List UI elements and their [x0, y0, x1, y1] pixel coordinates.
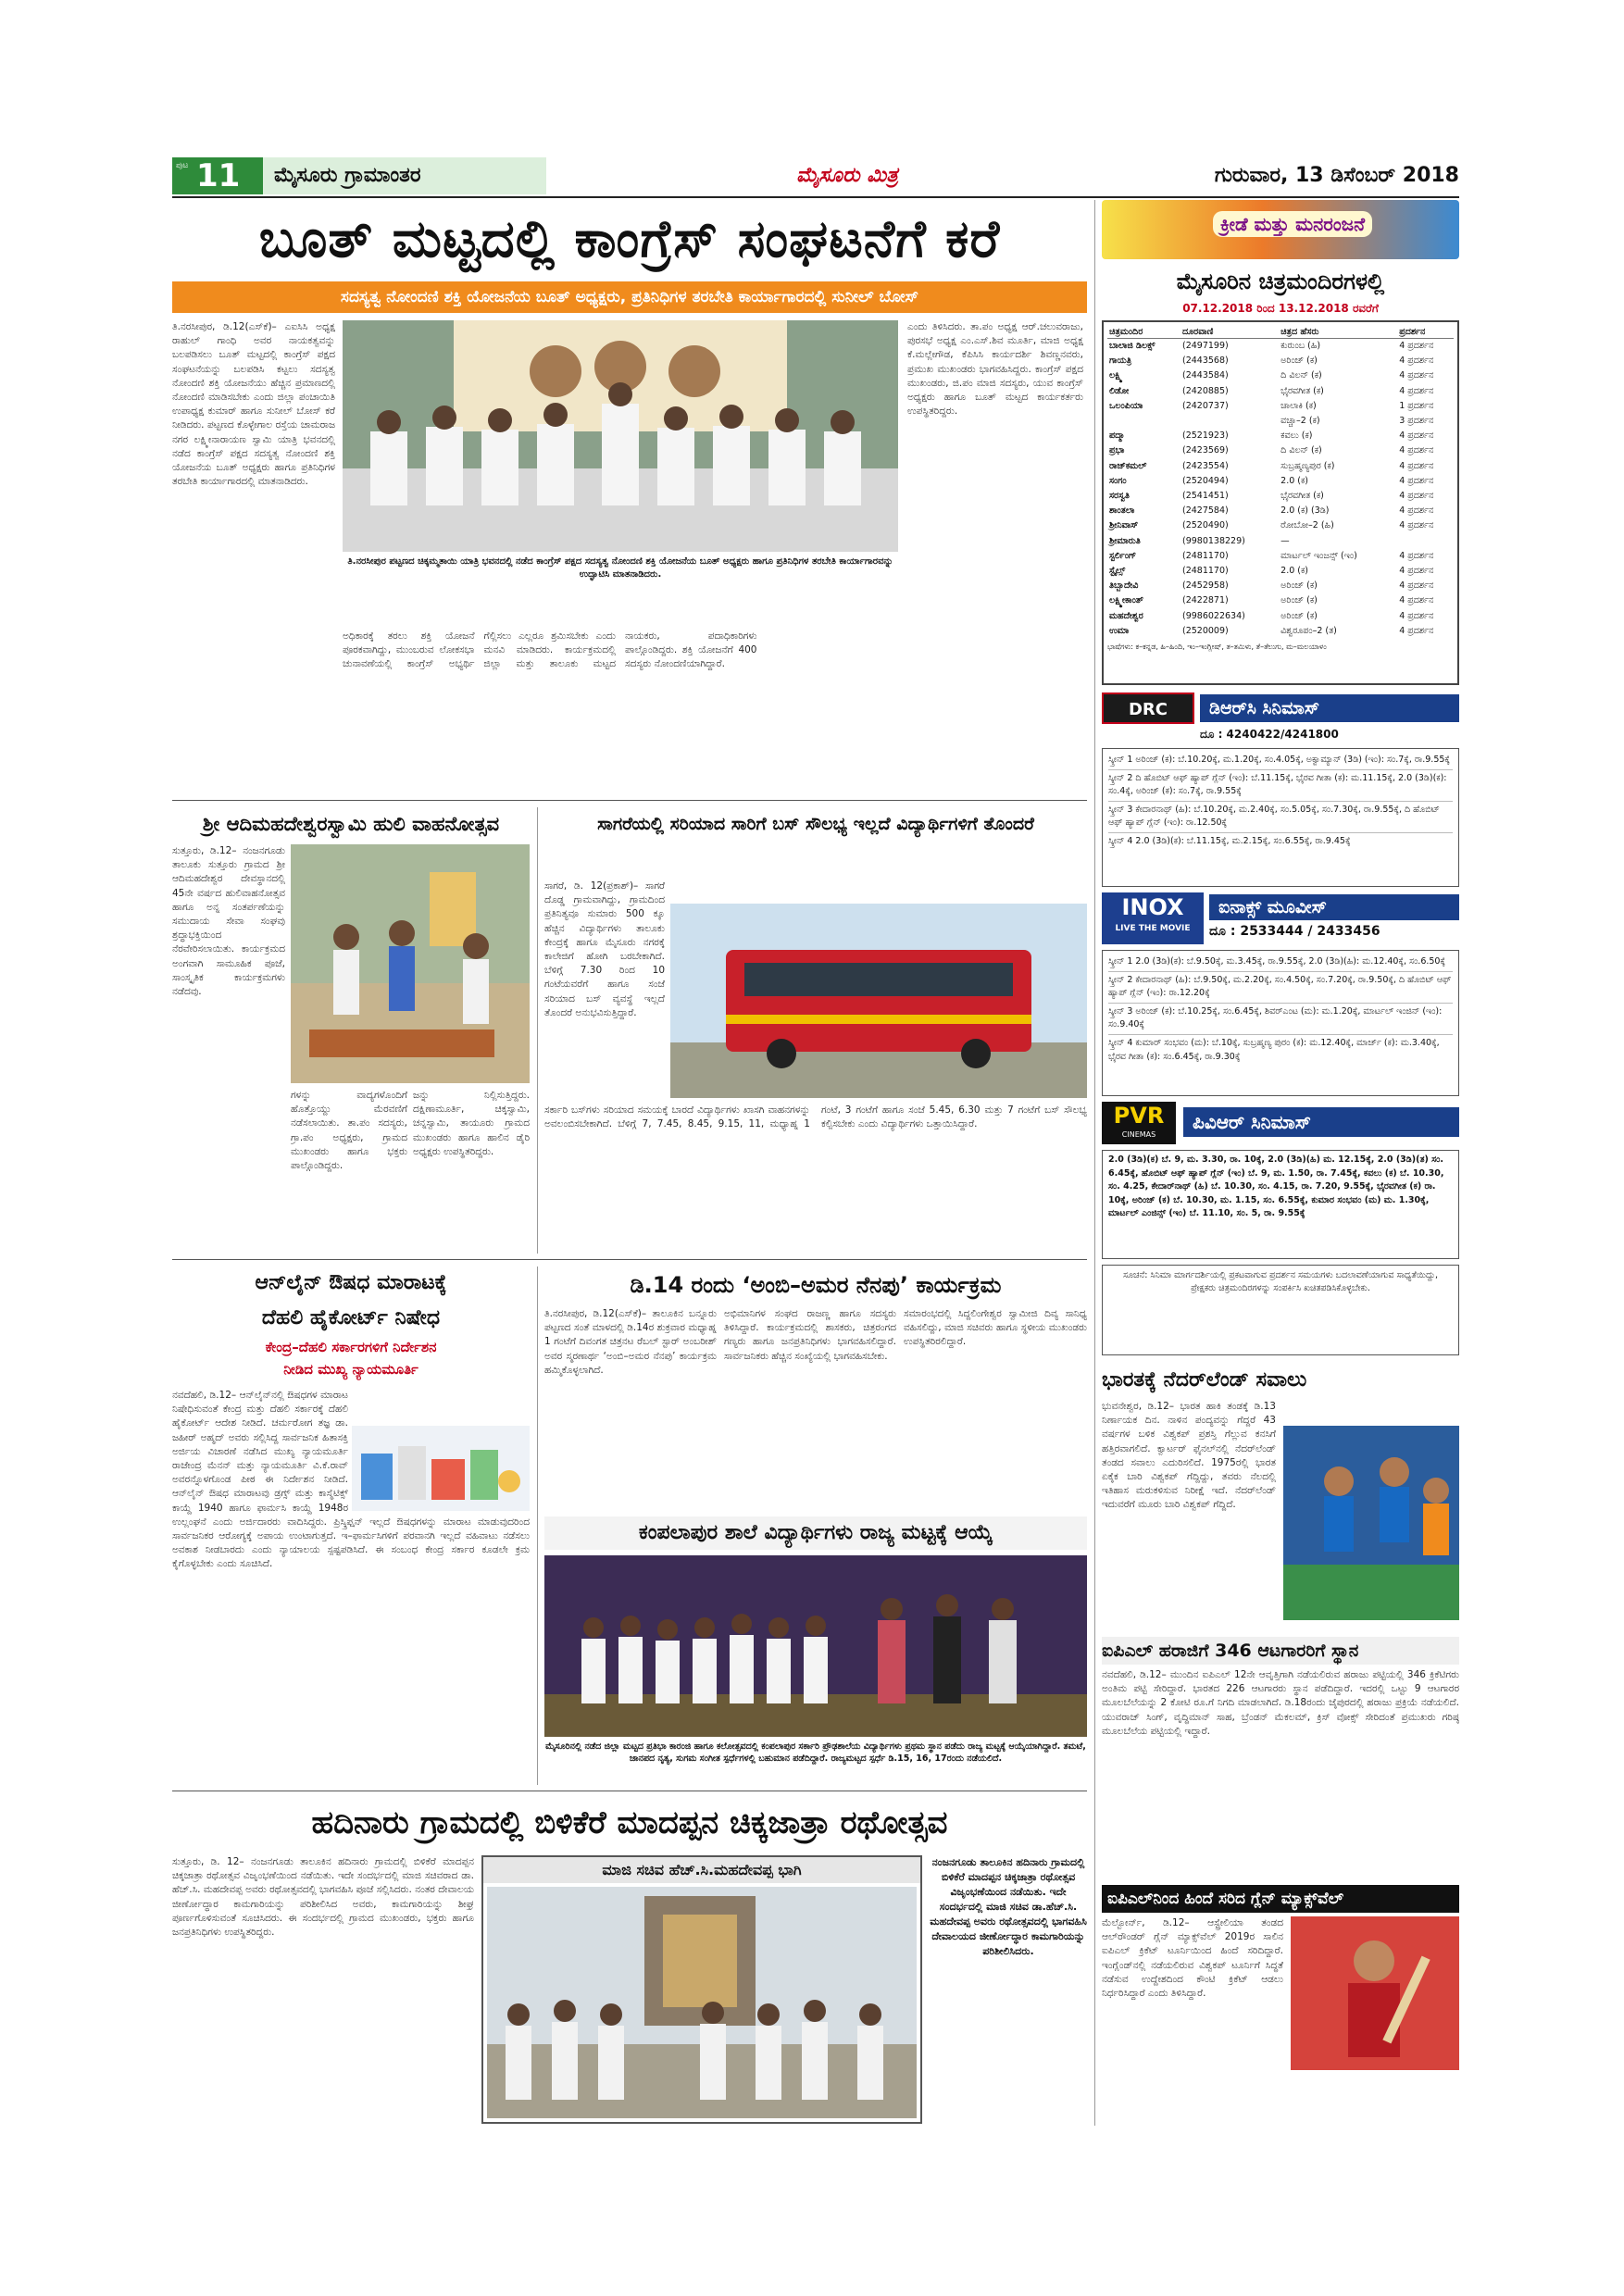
theatre-listing-title: ಮೈಸೂರಿನ ಚಿತ್ರಮಂದಿರಗಳಲ್ಲಿ — [1176, 268, 1385, 294]
kampalapura-headline: ಕಂಪಲಾಪುರ ಶಾಲೆ ವಿದ್ಯಾರ್ಥಿಗಳು ರಾಜ್ಯ ಮಟ್ಟಕ್ಕೆ ಆಯ್ಕೆ — [544, 1516, 1087, 1550]
theatre-row — [1107, 534, 1454, 549]
lead-photo — [343, 320, 898, 552]
theatre-cell: ವಚ್ಚಾ–2 (ಕ) — [1280, 416, 1320, 427]
dateline: ಗುರುವಾರ, 13 ಡಿಸೆಂಬರ್ 2018 — [1214, 164, 1459, 187]
theatre-row — [1107, 518, 1454, 533]
theatre-rows — [1107, 339, 1454, 640]
ambi-text-2: ಅಭಿಮಾನಿಗಳ ಸಂಘದ ರಾಜಣ್ಣ ಹಾಗೂ ಸದಸ್ಯರು ತಿಳಿಸಿದ್ದಾರೆ. ಕಾರ್ಯಕ್ರಮದಲ್ಲಿ ಶಾಸಕರು, ಚಿತ್ರರಂಗದ ಗಣ್ಯರು ಹಾಗೂ ಜನಪ್ರತಿನಿಧಿಗಳು ಭಾಗವಹಿಸಲಿದ್ದಾರೆ. ಸಾರ್ವಜನಿಕರು ಹೆಚ್ಚಿನ ಸಂಖ್ಯೆಯಲ್ಲಿ ಭಾಗವಹಿಸಬೇಕು. — [724, 1308, 896, 1362]
theatre-row — [1107, 474, 1454, 489]
column-divider — [537, 807, 538, 1254]
hockey-photo — [1283, 1426, 1459, 1620]
theatre-row — [1107, 579, 1454, 593]
drc-screen-row: ಸ್ಕ್ರೀನ್ 3 ಕೇದಾರನಾಥ್ (ಹಿ): ಬೆ.10.20ಕ್ಕೆ, ಮ.2.40ಕ್ಕೆ, ಸಂ.5.05ಕ್ಕೆ, ಸಂ.7.30ಕ್ಕೆ, ರಾ.9.55ಕ್ಕೆ, ದಿ ಹೊಬಿಟ್ ಆಫ್ ಹ್ಯಾಪ್ ಗ್ಲೆನ್ (ಇಂ): ರಾ.12.50ಕ್ಕೆ — [1108, 802, 1453, 833]
award-ceremony-illustration — [544, 1555, 1087, 1737]
bus-story-headline: ಸಾಗರೆಯಲ್ಲಿ ಸರಿಯಾದ ಸಾರಿಗೆ ಬಸ್ ಸೌಲಭ್ಯ ಇಲ್ಲದೆ ವಿದ್ಯಾರ್ಥಿಗಳಿಗೆ ತೊಂದರೆ — [597, 814, 1034, 834]
tiger-festival-text-3: ಜನ್ನು ನಿಲ್ಲಿಸುತ್ತಿದ್ದರು. ದಕ್ಷಿಣಾಮೂರ್ತಿ, ಚಿಕ್ಕಸ್ವಾಮಿ, ಚನ್ನಸ್ವಾಮಿ, ತಾಯೂರು ಗ್ರಾಮದ ಮುಖಂಡರು ಹಾಗೂ ಹಾಲಿನ ಡೈರಿ ಅಧ್ಯಕ್ಷರು ಉಪಸ್ಥಿತರಿದ್ದರು. — [413, 1090, 530, 1157]
theatre-cell: ಅರಿಂಜ್ (ಕ) — [1280, 356, 1318, 367]
theatre-header-row — [1107, 326, 1454, 339]
theatre-cell: 2.0 (ಕ) — [1280, 475, 1308, 486]
theatre-cell: 4 ಪ್ರದರ್ಶನ — [1399, 595, 1434, 606]
inox-logo-text: INOX — [1121, 894, 1184, 920]
theatre-header-cell: ಪ್ರದರ್ಶನ — [1397, 326, 1454, 339]
theatre-row — [1107, 504, 1454, 518]
pharma-headline-2: ದೆಹಲಿ ಹೈಕೋರ್ಟ್ ನಿಷೇಧ — [261, 1306, 441, 1329]
theatre-cell: 4 ಪ್ರದರ್ಶನ — [1399, 566, 1434, 577]
theatre-footnote: ಭಾಷೆಗಳು: ಕ–ಕನ್ನಡ, ಹಿ–ಹಿಂದಿ, ಇಂ–ಇಂಗ್ಲೀಷ್, ತ–ತಮಿಳು, ತೆ–ತೆಲುಗು, ಮ–ಮಲಯಾಳಂ — [1107, 643, 1327, 652]
inox-tagline: LIVE THE MOVIE — [1115, 924, 1191, 933]
theatre-cell: (2420885) — [1181, 385, 1229, 396]
theatre-row — [1107, 399, 1454, 414]
theatre-cell: 4 ಪ್ರದರ್ಶನ — [1399, 520, 1434, 531]
lead-continued-text: ಅಧಿಕಾರಕ್ಕೆ ತರಲು ಶಕ್ತಿ ಯೋಜನೆ ಪೂರಕವಾಗಿದ್ದು, ಮುಂಬರುವ ಲೋಕಸಭಾ ಚುನಾವಣೆಯಲ್ಲಿ ಕಾಂಗ್ರೆಸ್ ಅಭ್ಯರ್ಥಿ ಗೆಲ್ಲಿಸಲು ಎಲ್ಲರೂ ಶ್ರಮಿಸಬೇಕು ಎಂದು ಮನವಿ ಮಾಡಿದರು. ಕಾರ್ಯಕ್ರಮದಲ್ಲಿ ಜಿಲ್ಲಾ ಮತ್ತು ತಾಲೂಕು ಮಟ್ಟದ ನಾಯಕರು, ಪದಾಧಿಕಾರಿಗಳು ಪಾಲ್ಗೊಂಡಿದ್ದರು. ಶಕ್ತಿ ಯೋಜನೆಗೆ 400 ಸದಸ್ಯರು ನೋಂದಣಿಯಾಗಿದ್ದಾರೆ. — [343, 630, 757, 670]
tiger-festival-photo — [291, 844, 530, 1083]
inox-header — [1102, 892, 1459, 946]
theatre-cell: ತಿಬ್ಬಾದೇವಿ — [1109, 580, 1139, 592]
theatre-cell: (2420737) — [1181, 400, 1229, 411]
inox-logo — [1102, 892, 1204, 944]
theatre-cell: (2427584) — [1181, 505, 1229, 517]
chariot-festival-illustration — [487, 1887, 917, 2118]
theatre-cell: 4 ಪ್ರದರ್ಶನ — [1399, 475, 1434, 486]
theatre-cell: ಸಂಗಂ — [1109, 475, 1127, 486]
inox-screen-row: ಸ್ಕ್ರೀನ್ 4 ಕುಮಾರ್ ಸಂಭವಂ (ಮ): ಬೆ.10ಕ್ಕೆ, ಸುಬ್ರಹ್ಮಣ್ಯ ಪುರಂ (ಕ): ಮ.12.40ಕ್ಕೆ, ಮಾರ್ಜ್ (ಕ): ಮ.3.40ಕ್ಕೆ, ಭೈರವ ಗೀತಾ (ಕ): ಸಂ.6.45ಕ್ಕೆ, ರಾ.9.30ಕ್ಕೆ — [1108, 1037, 1440, 1062]
theatre-cell: 2.0 (ಕ) (3ಡಿ) — [1280, 505, 1330, 517]
theatre-cell: 4 ಪ್ರದರ್ಶನ — [1399, 491, 1434, 502]
theatre-cell: ಸರಸ್ವತಿ — [1109, 491, 1130, 502]
theatre-cell: ಅರಿಂಜ್ (ಕ) — [1280, 580, 1318, 592]
jatra-headline: ಹದಿನಾರು ಗ್ರಾಮದಲ್ಲಿ ಬಿಳಿಕೆರೆ ಮಾದಪ್ಪನ ಚಿಕ್ಕಜಾತ್ರಾ ರಥೋತ್ಸವ — [311, 1804, 948, 1841]
theatre-cell: (2481170) — [1181, 566, 1229, 577]
theatre-cell: 1 ಪ್ರದರ್ಶನ — [1399, 400, 1434, 411]
theatre-row — [1107, 443, 1454, 458]
drc-screen-row: ಸ್ಕ್ರೀನ್ 1 ಅರಿಂಜ್ (ಕ): ಬೆ.10.20ಕ್ಕೆ, ಮ.1.20ಕ್ಕೆ, ಸಂ.4.05ಕ್ಕೆ, ಅಕ್ವಾಮ್ಯಾನ್ (3ಡಿ) (ಇಂ): ಸಂ.7ಕ್ಕೆ, ರಾ.9.55ಕ್ಕೆ — [1108, 752, 1453, 770]
theatre-row — [1107, 549, 1454, 564]
theatre-cell: 4 ಪ್ರದರ್ಶನ — [1399, 356, 1434, 367]
theatre-row — [1107, 489, 1454, 504]
theatre-cell: ಲಕ್ಷ್ಮೀಕಾಂತ್ — [1109, 595, 1143, 606]
maxwell-photo — [1291, 1916, 1459, 2070]
column-divider-2 — [537, 1267, 538, 1785]
theatre-cell: 4 ಪ್ರದರ್ಶನ — [1399, 430, 1434, 442]
theatre-cell: ದಿ ವಿಲನ್ (ಕ) — [1280, 370, 1322, 381]
inox-screen-row: ಸ್ಕ್ರೀನ್ 1 2.0 (3ಡಿ)(ಕ): ಬೆ.9.50ಕ್ಕೆ, ಮ.3.45ಕ್ಕೆ, ರಾ.9.55ಕ್ಕೆ, 2.0 (3ಡಿ)(ಹಿ): ಮ.12.40ಕ್ಕೆ, ಸಂ.6.50ಕ್ಕೆ — [1108, 954, 1453, 972]
theatre-row — [1107, 384, 1454, 399]
ipl-headline: ಐಪಿಎಲ್ ಹರಾಜಿಗೆ 346 ಆಟಗಾರರಿಗೆ ಸ್ಥಾನ — [1102, 1637, 1459, 1665]
theatre-cell: ಅರಿಂಜ್ (ಕ) — [1280, 610, 1318, 621]
theatre-cell — [1107, 414, 1181, 429]
pharma-kicker-2: ನೀಡಿದ ಮುಖ್ಯ ನ್ಯಾಯಮೂರ್ತಿ — [283, 1361, 418, 1378]
lead-bottom-rule — [172, 800, 1087, 801]
pharma-text-body: ನವದೆಹಲಿ, ಡಿ.12– ಆನ್‌ಲೈನ್‌ನಲ್ಲಿ ಔಷಧಗಳ ಮಾರಾಟ ನಿಷೇಧಿಸುವಂತೆ ಕೇಂದ್ರ ಮತ್ತು ದೆಹಲಿ ಸರ್ಕಾರಕ್ಕೆ ದೆಹಲಿ ಹೈಕೋರ್ಟ್ ಆದೇಶ ನೀಡಿದೆ. ಚರ್ಮರೋಗ ತಜ್ಞ ಡಾ. ಜಹೀರ್ ಅಹ್ಮದ್ ಅವರು ಸಲ್ಲಿಸಿದ್ದ ಸಾರ್ವಜನಿಕ ಹಿತಾಸಕ್ತಿ ಅರ್ಜಿಯ ವಿಚಾರಣೆ ನಡೆಸಿದ ಮುಖ್ಯ ನ್ಯಾಯಮೂರ್ತಿ ರಾಜೇಂದ್ರ ಮೆನನ್ ಮತ್ತು ನ್ಯಾಯಮೂರ್ತಿ ವಿ.ಕೆ.ರಾವ್ ಅವರನ್ನೊಳಗೊಂಡ ಪೀಠ ಈ ನಿರ್ದೇಶನ ನೀಡಿದೆ. ಆನ್‌ಲೈನ್ ಔಷಧ ಮಾರಾಟವು ಡ್ರಗ್ಸ್ ಮತ್ತು ಕಾಸ್ಮೆಟಿಕ್ಸ್ ಕಾಯ್ದೆ 1940 ಹಾಗೂ ಫಾರ್ಮಸಿ ಕಾಯ್ದೆ 1948ರ ಉಲ್ಲಂಘನೆ ಎಂದು ಅರ್ಜಿದಾರರು ವಾದಿಸಿದ್ದರು. ಪ್ರಿಸ್ಕ್ರಿಪ್ಷನ್ ಇಲ್ಲದೆ ಔಷಧಗಳನ್ನು ಮಾರಾಟ ಮಾಡುವುದರಿಂದ ಸಾರ್ವಜನಿಕರ ಆರೋಗ್ಯಕ್ಕೆ ಅಪಾಯ ಉಂಟಾಗುತ್ತದೆ. ಇ–ಫಾರ್ಮಸಿಗಳಿಗೆ ಪರವಾನಗಿ ಇಲ್ಲದೆ ವಹಿವಾಟು ನಡೆಸಲು ಅವಕಾಶ ನೀಡಬಾರದು ಎಂದು ನ್ಯಾಯಾಲಯ ಸ್ಪಷ್ಟಪಡಿಸಿದೆ. ಈ ಸಂಬಂಧ ಕೇಂದ್ರ ಸರ್ಕಾರ ಕೂಡಲೇ ಕ್ರಮ ಕೈಗೊಳ್ಳಬೇಕು ಎಂದು ಸೂಚಿಸಿದೆ. — [172, 1390, 530, 1570]
jatra-photo — [487, 1887, 917, 2118]
jatra-side-caption: ನಂಜನಗೂಡು ತಾಲೂಕಿನ ಹದಿನಾರು ಗ್ರಾಮದಲ್ಲಿ ಬಿಳಿಕೆರೆ ಮಾದಪ್ಪನ ಚಿಕ್ಕಜಾತ್ರಾ ರಥೋತ್ಸವ ವಿಜೃಂಭಣೆಯಿಂದ ನಡೆಯಿತು. ಇದೇ ಸಂದರ್ಭದಲ್ಲಿ ಮಾಜಿ ಸಚಿವ ಡಾ.ಹೆಚ್.ಸಿ. ಮಹದೇವಪ್ಪ ಅವರು ರಥೋತ್ಸವದಲ್ಲಿ ಭಾಗವಹಿಸಿ ದೇವಾಲಯದ ಜೀರ್ಣೋದ್ಧಾರ ಕಾಮಗಾರಿಯನ್ನು ಪರಿಶೀಲಿಸಿದರು. — [930, 1856, 1087, 1957]
theatre-cell — [1181, 414, 1279, 429]
theatre-listing-table — [1102, 320, 1459, 685]
cinema-notice: ಸೂಚನೆ: ಸಿನಿಮಾ ಮಾರ್ಗದರ್ಶಿಯಲ್ಲಿ ಪ್ರಕಟವಾಗುವ ಪ್ರದರ್ಶನ ಸಮಯಗಳು ಬದಲಾವಣೆಯಾಗುವ ಸಾಧ್ಯತೆಯಿದ್ದು, ಪ್ರೇಕ್ಷಕರು ಚಿತ್ರಮಂದಿರಗಳನ್ನು ಸಂಪರ್ಕಿಸಿ ಖಚಿತಪಡಿಸಿಕೊಳ್ಳಬೇಕು. — [1102, 1265, 1459, 1355]
cricketer-illustration — [1291, 1916, 1459, 2070]
tiger-festival-text-1: ಸುತ್ತೂರು, ಡಿ.12– ನಂಜನಗೂಡು ತಾಲೂಕು ಸುತ್ತೂರು ಗ್ರಾಮದ ಶ್ರೀ ಆದಿಮಹದೇಶ್ವರ ದೇವಸ್ಥಾನದಲ್ಲಿ 45ನೇ ವರ್ಷದ ಹುಲಿವಾಹನೋತ್ಸವ ಹಾಗೂ ಅನ್ನ ಸಂತರ್ಪಣೆಯನ್ನು ಸಮುದಾಯ ಸೇವಾ ಸಂಘವು ಶ್ರದ್ಧಾಭಕ್ತಿಯಿಂದ ನೆರವೇರಿಸಲಾಯಿತು. ಕಾರ್ಯಕ್ರಮದ ಅಂಗವಾಗಿ ಸಾಮೂಹಿಕ ಪೂಜೆ, ಸಾಂಸ್ಕೃತಿಕ ಕಾರ್ಯಕ್ರಮಗಳು ನಡೆದವು. — [172, 845, 285, 998]
theatre-cell: ಚಾಲಾಕಿ (ಕ) — [1280, 400, 1317, 411]
drc-name: ಡಿಆರ್‌ಸಿ ಸಿನಿಮಾಸ್ — [1200, 694, 1459, 722]
theatre-cell: (2452958) — [1181, 580, 1229, 592]
entertainment-banner-label: ಕ್ರೀಡೆ ಮತ್ತು ಮನರಂಜನೆ — [1213, 211, 1372, 237]
drc-logo: DRC — [1102, 693, 1194, 724]
theatre-cell: 4 ಪ್ರದರ್ಶನ — [1399, 610, 1434, 621]
theatre-cell: ಪ್ರಭಾ — [1109, 445, 1125, 456]
theatre-header-cell: ದೂರವಾಣಿ — [1181, 326, 1279, 339]
page-number-badge — [172, 157, 263, 194]
section-title: ಮೈಸೂರು ಗ್ರಾಮಾಂತರ — [263, 157, 546, 194]
pvr-name: ಪಿವಿಆರ್ ಸಿನಿಮಾಸ್ — [1183, 1107, 1459, 1137]
theatre-cell: 2.0 (ಕ) — [1280, 566, 1308, 577]
kampalapura-photo — [544, 1555, 1087, 1737]
theatre-cell: ಭೈರವಗೀತ (ಕ) — [1280, 491, 1324, 502]
theatre-cell: ಗಾಯತ್ರಿ — [1109, 356, 1132, 367]
inox-name: ಐನಾಕ್ಸ್ ಮೂವೀಸ್ — [1209, 894, 1459, 920]
pvr-logo-sub: CINEMAS — [1121, 1130, 1156, 1139]
hockey-headline: ಭಾರತಕ್ಕೆ ನೆದರ್‌ಲೆಂಡ್ ಸವಾಲು — [1102, 1368, 1307, 1391]
theatre-row — [1107, 624, 1454, 639]
kampalapura-caption: ಮೈಸೂರಿನಲ್ಲಿ ನಡೆದ ಜಿಲ್ಲಾ ಮಟ್ಟದ ಪ್ರತಿಭಾ ಕಾರಂಜಿ ಹಾಗೂ ಕಲೋತ್ಸವದಲ್ಲಿ ಕಂಪಲಾಪುರ ಸರ್ಕಾರಿ ಪ್ರೌಢಶಾಲೆಯ ವಿದ್ಯಾರ್ಥಿಗಳು ಪ್ರಥಮ ಸ್ಥಾನ ಪಡೆದು ರಾಜ್ಯ ಮಟ್ಟಕ್ಕೆ ಆಯ್ಕೆಯಾಗಿದ್ದಾರೆ. ತಮಟೆ, ಜಾನಪದ ನೃತ್ಯ, ಸುಗಮ ಸಂಗೀತ ಸ್ಪರ್ಧೆಗಳಲ್ಲಿ ಬಹುಮಾನ ಪಡೆದಿದ್ದಾರೆ. ರಾಜ್ಯಮಟ್ಟದ ಸ್ಪರ್ಧೆ ಡಿ.15, 16, 17ರಂದು ನಡೆಯಲಿದೆ. — [545, 1741, 1086, 1764]
ambi-headline: ಡಿ.14 ರಂದು ‘ಅಂಬಿ–ಅಮರ ನೆನಪು’ ಕಾರ್ಯಕ್ರಮ — [630, 1272, 1002, 1298]
maxwell-text: ಮೆಲ್ಬೋರ್ನ್, ಡಿ.12– ಆಸ್ಟ್ರೇಲಿಯಾ ತಂಡದ ಆಲ್‌ರೌಂಡರ್ ಗ್ಲೆನ್ ಮ್ಯಾಕ್ಸ್‌ವೆಲ್ 2019ರ ಸಾಲಿನ ಐಪಿಎಲ್ ಕ್ರಿಕೆಟ್ ಟೂರ್ನಿಯಿಂದ ಹಿಂದೆ ಸರಿದಿದ್ದಾರೆ. ಇಂಗ್ಲೆಂಡ್‌ನಲ್ಲಿ ನಡೆಯಲಿರುವ ವಿಶ್ವಕಪ್ ಟೂರ್ನಿಗೆ ಸಿದ್ಧತೆ ನಡೆಸುವ ಉದ್ದೇಶದಿಂದ ಕೌಂಟಿ ಕ್ರಿಕೆಟ್ ಆಡಲು ನಿರ್ಧರಿಸಿದ್ದಾರೆ ಎಂದು ತಿಳಿಸಿದ್ದಾರೆ. — [1102, 1917, 1283, 2000]
pvr-header — [1102, 1102, 1459, 1146]
pharma-kicker-1: ಕೇಂದ್ರ–ದೆಹಲಿ ಸರ್ಕಾರಗಳಿಗೆ ನಿರ್ದೇಶನ — [265, 1339, 437, 1355]
ipl-text: ನವದೆಹಲಿ, ಡಿ.12– ಮುಂದಿನ ಐಪಿಎಲ್ 12ನೇ ಆವೃತ್ತಿಗಾಗಿ ನಡೆಯಲಿರುವ ಹರಾಜು ಪಟ್ಟಿಯಲ್ಲಿ 346 ಕ್ರಿಕೆಟಿಗರು ಅಂತಿಮ ಪಟ್ಟಿ ಸೇರಿದ್ದಾರೆ. ಭಾರತದ 226 ಆಟಗಾರರು ಸ್ಥಾನ ಪಡೆದಿದ್ದಾರೆ. ಇದರಲ್ಲಿ ಒಟ್ಟು 9 ಆಟಗಾರರ ಮೂಲಬೆಲೆಯನ್ನು 2 ಕೋಟಿ ರೂ.ಗೆ ನಿಗದಿ ಮಾಡಲಾಗಿದೆ. ಡಿ.18ರಂದು ಜೈಪುರದಲ್ಲಿ ಹರಾಜು ಪ್ರಕ್ರಿಯೆ ನಡೆಯಲಿದೆ. ಯುವರಾಜ್ ಸಿಂಗ್, ವೃದ್ಧಿಮಾನ್ ಸಾಹ, ಬ್ರೆಂಡನ್ ಮೆಕಲಮ್, ಕ್ರಿಸ್ ವೋಕ್ಸ್ ಸೇರಿದಂತೆ ಪ್ರಮುಖರು ಗರಿಷ್ಠ ಮೂಲಬೆಲೆಯ ಪಟ್ಟಿಯಲ್ಲಿ ಇದ್ದಾರೆ. — [1102, 1669, 1459, 1737]
hockey-players-illustration — [1283, 1426, 1459, 1620]
drc-screen-row: ಸ್ಕ್ರೀನ್ 2 ದಿ ಹೊಬಿಟ್ ಆಫ್ ಹ್ಯಾಪ್ ಗ್ಲೆನ್ (ಇಂ): ಬೆ.11.15ಕ್ಕೆ, ಭೈರವ ಗೀತಾ (ಕ): ಮ.11.15ಕ್ಕೆ, 2.0 (3ಡಿ)(ಕ): ಸಂ.4ಕ್ಕೆ, ಅರಿಂಜ್ (ಕ): ಸಂ.7ಕ್ಕೆ, ರಾ.9.55ಕ್ಕೆ — [1108, 770, 1453, 802]
theatre-cell: (2497199) — [1181, 341, 1229, 351]
theatre-row — [1107, 459, 1454, 474]
bus-story-text-1: ಸಾಗರೆ, ಡಿ. 12(ಪ್ರಕಾಶ್)– ಸಾಗರೆ ದೊಡ್ಡ ಗ್ರಾಮವಾಗಿದ್ದು, ಗ್ರಾಮದಿಂದ ಪ್ರತಿನಿತ್ಯವೂ ಸುಮಾರು 500 ಕ್ಕೂ ಹೆಚ್ಚಿನ ವಿದ್ಯಾರ್ಥಿಗಳು ತಾಲೂಕು ಕೇಂದ್ರಕ್ಕೆ ಹಾಗೂ ಮೈಸೂರು ನಗರಕ್ಕೆ ಕಾಲೇಜಿಗೆ ಹೋಗಿ ಬರಬೇಕಾಗಿದೆ. ಬೆಳಿಗ್ಗೆ 7.30 ರಿಂದ 10 ಗಂಟೆಯವರೆಗೆ ಹಾಗೂ ಸಂಜೆ ಸರಿಯಾದ ಬಸ್ ವ್ಯವಸ್ಥೆ ಇಲ್ಲದೆ ತೊಂದರೆ ಅನುಭವಿಸುತ್ತಿದ್ದಾರೆ. — [544, 880, 665, 1018]
theatre-cell: ವಿಶ್ವರೂಪಂ–2 (ತ) — [1280, 625, 1337, 636]
bus-photo — [670, 904, 1087, 1098]
theatre-row — [1107, 354, 1454, 368]
theatre-row — [1107, 564, 1454, 579]
theatre-listing-dates: 07.12.2018 ರಿಂದ 13.12.2018 ರವರೆಗೆ — [1182, 302, 1379, 315]
ambi-text-3: ಸಮಾರಂಭದಲ್ಲಿ ಸಿದ್ದಲಿಂಗೇಶ್ವರ ಸ್ವಾಮೀಜಿ ದಿವ್ಯ ಸಾನಿಧ್ಯ ವಹಿಸಲಿದ್ದು, ಮಾಜಿ ಸಚಿವರು ಹಾಗೂ ಸ್ಥಳೀಯ ಮುಖಂಡರು ಉಪಸ್ಥಿತರಿರಲಿದ್ದಾರೆ. — [904, 1308, 1087, 1348]
theatre-cell: ಒಲಂಪಿಯಾ — [1109, 400, 1143, 411]
theatre-cell: 4 ಪ್ರದರ್ಶನ — [1399, 370, 1434, 381]
theatre-cell: ಶ್ರೀನಿವಾಸ್ — [1109, 520, 1139, 531]
theatre-cell: (9986022634) — [1181, 610, 1245, 621]
theatre-cell: ಕವಲು (ಕ) — [1280, 430, 1313, 442]
theatre-cell: ಲಕ್ಷ್ಮಿ — [1109, 370, 1123, 381]
theatre-cell: ಮಾರ್ಟಲ್ ಇಂಜನ್ಸ್ (ಇಂ) — [1280, 550, 1357, 561]
theatre-row — [1107, 609, 1454, 624]
pharma-photo-spacer — [348, 1389, 530, 1515]
tiger-festival-text-2: ಗಳನ್ನು ವಾದ್ಯಗಳೊಂದಿಗೆ ಹೊತ್ತೊಯ್ದು ಮೆರವಣಿಗೆ ನಡೆಸಲಾಯಿತು. ತಾ.ಪಂ ಸದಸ್ಯರು, ಗ್ರಾ.ಪಂ ಅಧ್ಯಕ್ಷರು, ಗ್ರಾಮದ ಮುಖಂಡರು ಹಾಗೂ ಭಕ್ತರು ಪಾಲ್ಗೊಂಡಿದ್ದರು. — [291, 1090, 407, 1172]
theatre-cell: (2481170) — [1181, 550, 1229, 561]
pvr-logo — [1102, 1102, 1176, 1144]
inox-screen-row: ಸ್ಕ್ರೀನ್ 2 ಕೇದಾರನಾಥ್ (ಹಿ): ಬೆ.9.50ಕ್ಕೆ, ಮ.2.20ಕ್ಕೆ, ಸಂ.4.50ಕ್ಕೆ, ಸಂ.7.20ಕ್ಕೆ, ರಾ.9.50ಕ್ಕೆ, ದಿ ಹೊಬಿಟ್ ಆಫ್ ಹ್ಯಾಪ್ ಗ್ಲೆನ್ (ಇಂ): ರಾ.12.20ಕ್ಕೆ — [1108, 972, 1453, 1004]
newspaper-brand: ಮೈಸೂರು ಮಿತ್ರ — [796, 164, 898, 187]
theatre-cell: (2520494) — [1181, 475, 1229, 486]
lead-column-2: ಎಂದು ತಿಳಿಸಿದರು. ತಾ.ಪಂ ಅಧ್ಯಕ್ಷ ಆರ್.ಚಲುವರಾಜು, ಪುರಸಭೆ ಅಧ್ಯಕ್ಷ ಎಂ.ಎಸ್.ಶಿವ ಮೂರ್ತಿ, ಮಾಜಿ ಅಧ್ಯಕ್ಷ ಕೆ.ಮಲ್ಲೇಗೌಡ, ಕೆಪಿಸಿಸಿ ಕಾರ್ಯದರ್ಶಿ ಶಿವಣ್ಣನವರು, ಪ್ರಮುಖ ಮುಖಂಡರು ಭಾಗವಹಿಸಿದ್ದರು. ಕಾಂಗ್ರೆಸ್ ಪಕ್ಷದ ಮುಖಂಡರು, ಜಿ.ಪಂ ಮಾಜಿ ಸದಸ್ಯರು, ಯುವ ಕಾಂಗ್ರೆಸ್ ಅಧ್ಯಕ್ಷರು ಹಾಗೂ ಬೂತ್ ಮಟ್ಟದ ಕಾರ್ಯಕರ್ತರು ಉಪಸ್ಥಿತರಿದ್ದರು. — [907, 321, 1083, 418]
theatre-row — [1107, 368, 1454, 383]
theatre-cell: ರಾಜ್‌ಕಮಲ್ — [1109, 460, 1147, 471]
theatre-cell: ಭೈರವಗೀತ (ಕ) — [1280, 385, 1324, 396]
drc-header — [1102, 693, 1459, 726]
lead-subhead: ಸದಸ್ಯತ್ವ ನೋಂದಣಿ ಶಕ್ತಿ ಯೋಜನೆಯ ಬೂತ್ ಅಧ್ಯಕ್ಷರು, ಪ್ರತಿನಿಧಿಗಳ ತರಬೇತಿ ಕಾರ್ಯಾಗಾರದಲ್ಲಿ ಸುನೀಲ್ ಬೋಸ್ — [172, 281, 1087, 313]
theatre-header-cell: ಚಿತ್ರದ ಹೆಸರು — [1279, 326, 1397, 339]
theatre-header-cell: ಚಿತ್ರಮಂದಿರ — [1107, 326, 1181, 339]
sidebar-divider — [1094, 200, 1095, 2126]
theatre-cell: ದಿ ವಿಲನ್ (ಕ) — [1280, 445, 1322, 456]
bus-illustration — [670, 904, 1087, 1098]
jatra-photo-title: ಮಾಜಿ ಸಚಿವ ಹೆಚ್.ಸಿ.ಮಹದೇವಪ್ಪ ಭಾಗಿ — [483, 1857, 920, 1883]
lead-photo-caption: ತಿ.ನರಸೀಪುರ ಪಟ್ಟಣದ ಚಿಕ್ಕಮ್ಮತಾಯಿ ಯಾತ್ರಿ ಭವನದಲ್ಲಿ ನಡೆದ ಕಾಂಗ್ರೆಸ್ ಪಕ್ಷದ ಸದಸ್ಯತ್ವ ನೋಂದಣಿ ಶಕ್ತಿ ಯೋಜನೆಯ ಬೂತ್ ಅಧ್ಯಕ್ಷರು ಹಾಗೂ ಪ್ರತಿನಿಧಿಗಳ ತರಬೇತಿ ಕಾರ್ಯಾಗಾರವನ್ನು ಉದ್ಘಾಟಿಸಿ ಮಾತನಾಡಿದರು. — [347, 556, 893, 580]
meeting-photo-illustration — [343, 320, 898, 552]
drc-schedule — [1102, 748, 1459, 887]
jatra-text: ಸುತ್ತೂರು, ಡಿ. 12– ನಂಜನಗೂಡು ತಾಲೂಕಿನ ಹದಿನಾರು ಗ್ರಾಮದಲ್ಲಿ ಬಿಳಿಕೆರೆ ಮಾದಪ್ಪನ ಚಿಕ್ಕಜಾತ್ರಾ ರಥೋತ್ಸವ ವಿಜೃಂಭಣೆಯಿಂದ ನಡೆಯಿತು. ಇದೇ ಸಂದರ್ಭದಲ್ಲಿ ಮಾಜಿ ಸಚಿವರಾದ ಡಾ. ಹೆಚ್.ಸಿ. ಮಹದೇವಪ್ಪ ಅವರು ರಥೋತ್ಸವದಲ್ಲಿ ಭಾಗವಹಿಸಿ ಪೂಜೆ ಸಲ್ಲಿಸಿದರು. ನಂತರ ದೇವಾಲಯ ಜೀರ್ಣೋದ್ಧಾರ ಕಾಮಗಾರಿಯನ್ನು ಪರಿಶೀಲಿಸಿದ ಅವರು, ಕಾಮಗಾರಿಯನ್ನು ಶೀಘ್ರ ಪೂರ್ಣಗೊಳಿಸುವಂತೆ ಸೂಚಿಸಿದರು. ಈ ಸಂದರ್ಭದಲ್ಲಿ ಗ್ರಾಮದ ಮುಖಂಡರು, ಭಕ್ತರು ಹಾಗೂ ಜನಪ್ರತಿನಿಧಿಗಳು ಉಪಸ್ಥಿತರಿದ್ದರು. — [172, 1856, 474, 1939]
theatre-cell: ಲಿಡೋ — [1109, 385, 1130, 396]
theatre-cell: — — [1280, 535, 1290, 546]
page-label: ಪುಟ — [176, 161, 189, 170]
masthead-rule — [172, 196, 1459, 198]
maxwell-headline: ಐಪಿಎಲ್‌ನಿಂದ ಹಿಂದೆ ಸರಿದ ಗ್ಲೆನ್ ಮ್ಯಾಕ್ಸ್‌ವೆಲ್ — [1102, 1885, 1459, 1913]
theatre-cell: 4 ಪ್ರದರ್ಶನ — [1399, 625, 1434, 636]
lead-headline: ಬೂತ್ ಮಟ್ಟದಲ್ಲಿ ಕಾಂಗ್ರೆಸ್ ಸಂಘಟನೆಗೆ ಕರೆ — [258, 209, 1001, 269]
theatre-cell: ಕುರುಂಬ (ಹಿ) — [1280, 341, 1321, 351]
theatre-cell: (2520009) — [1181, 625, 1229, 636]
mid-rule — [172, 1259, 1087, 1260]
theatre-cell: ರೋಬೋ–2 (ಹಿ) — [1280, 520, 1334, 531]
theatre-cell: 4 ಪ್ರದರ್ಶನ — [1399, 445, 1434, 456]
drc-screen-row: ಸ್ಕ್ರೀನ್ 4 2.0 (3ಡಿ)(ಕ): ಬೆ.11.15ಕ್ಕೆ, ಮ.2.15ಕ್ಕೆ, ಸಂ.6.55ಕ್ಕೆ, ರಾ.9.45ಕ್ಕೆ — [1108, 835, 1351, 846]
lead-column-1: ತಿ.ನರಸೀಪುರ, ಡಿ.12(ಎಸ್‌ಕೆ)– ಎಐಸಿಸಿ ಅಧ್ಯಕ್ಷ ರಾಹುಲ್ ಗಾಂಧಿ ಅವರ ನಾಯಕತ್ವವನ್ನು ಬಲಪಡಿಸಲು ಬೂತ್ ಮಟ್ಟದಲ್ಲಿ ಕಾಂಗ್ರೆಸ್ ಪಕ್ಷದ ಸಂಘಟನೆಯನ್ನು ಬಲಪಡಿಸಿ ಕಟ್ಟಲು ಸದಸ್ಯತ್ವ ನೋಂದಣಿ ಶಕ್ತಿ ಯೋಜನೆಯು ಹೆಚ್ಚಿನ ಪ್ರಮಾಣದಲ್ಲಿ ನೋಂದಣಿ ಮಾಡಿಸಬೇಕು ಎಂದು ಜಿಲ್ಲಾ ಪಂಚಾಯಿತಿ ಉಪಾಧ್ಯಕ್ಷ ಕುಮಾರ್ ಹಾಗೂ ಸುನೀಲ್ ಬೋಸ್ ಕರೆ ನೀಡಿದರು. ಪಟ್ಟಣದ ಕೊಳ್ಳೇಗಾಲ ರಸ್ತೆಯ ಚಾಮರಾಜ ನಗರ ಲಕ್ಷ್ಮೀನಾರಾಯಣ ಸ್ವಾಮಿ ಯಾತ್ರಿ ಭವನದಲ್ಲಿ ನಡೆದ ಕಾಂಗ್ರೆಸ್ ಪಕ್ಷದ ಸದಸ್ಯತ್ವ ನೋಂದಣಿ ಶಕ್ತಿ ಯೋಜನೆಯ ಬೂತ್ ಅಧ್ಯಕ್ಷರು ಹಾಗೂ ಪ್ರತಿನಿಧಿಗಳ ತರಬೇತಿ ಕಾರ್ಯಾಗಾರದಲ್ಲಿ ಮಾತನಾಡಿದರು. — [172, 321, 335, 488]
theatre-row — [1107, 339, 1454, 355]
theatre-cell: 4 ಪ್ರದರ್ಶನ — [1399, 550, 1434, 561]
theatre-cell: ಅರಿಂಜ್ (ಕ) — [1280, 595, 1318, 606]
theatre-cell: ಸ್ಟೈಲ್ಸ್ — [1109, 566, 1126, 577]
inox-schedule — [1102, 950, 1459, 1096]
pvr-schedule: 2.0 (3ಡಿ)(ಕ) ಬೆ. 9, ಮ. 3.30, ರಾ. 10ಕ್ಕೆ, 2.0 (3ಡಿ)(ಹಿ) ಮ. 12.15ಕ್ಕೆ, 2.0 (3ಡಿ)(ತ) ಸಂ. 6.45ಕ್ಕೆ, ಹೊಬಿಟ್ ಆಫ್ ಹ್ಯಾಪ್ ಗ್ಲೆನ್ (ಇಂ) ಬೆ. 9, ಮ. 1.50, ರಾ. 7.45ಕ್ಕೆ, ಕವಲು (ಕ) ಬೆ. 10.30, ಸಂ. 4.25, ಕೇದಾರ್‌ನಾಥ್ (ಹಿ) ಬೆ. 10.30, ಸಂ. 4.15, ರಾ. 7.20, 9.55ಕ್ಕೆ, ಭೈರವಗೀತ (ಕ) ರಾ. 10ಕ್ಕೆ, ಅರಿಂಜ್ (ಕ) ಬೆ. 10.30, ಮ. 1.15, ಸಂ. 6.55ಕ್ಕೆ, ಕುಮಾರ ಸಂಭವಂ (ಮ) ಮ. 1.30ಕ್ಕೆ, ಮಾರ್ಟಲ್ ಎಂಜಿನ್ಸ್ (ಇಂ) ಬೆ. 11.10, ಸಂ. 5, ರಾ. 9.55ಕ್ಕೆ — [1102, 1150, 1459, 1259]
theatre-cell: ಶ್ರೀಮಾರುತಿ — [1109, 535, 1141, 546]
theatre-cell: ಉಮಾ — [1109, 625, 1130, 636]
bus-story-text-2: ಸರ್ಕಾರಿ ಬಸ್‌ಗಳು ಸರಿಯಾದ ಸಮಯಕ್ಕೆ ಬಾರದೆ ವಿದ್ಯಾರ್ಥಿಗಳು ಖಾಸಗಿ ವಾಹನಗಳನ್ನು ಅವಲಂಬಿಸಬೇಕಾಗಿದೆ. ಬೆಳಿಗ್ಗೆ 7, 7.45, 8.45, 9.15, 11, ಮಧ್ಯಾಹ್ನ 1 ಗಂಟೆ, 3 ಗಂಟೆಗೆ ಹಾಗೂ ಸಂಜೆ 5.45, 6.30 ಮತ್ತು 7 ಗಂಟೆಗೆ ಬಸ್ ಸೌಲಭ್ಯ ಕಲ್ಪಿಸಬೇಕು ಎಂದು ವಿದ್ಯಾರ್ಥಿಗಳು ಒತ್ತಾಯಿಸಿದ್ದಾರೆ. — [544, 1104, 1087, 1130]
pharma-headline-1: ಆನ್‌ಲೈನ್ ಔಷಧ ಮಾರಾಟಕ್ಕೆ — [255, 1271, 447, 1294]
theatre-cell: (2521923) — [1181, 430, 1229, 442]
theatre-cell: 4 ಪ್ರದರ್ಶನ — [1399, 580, 1434, 592]
theatre-row — [1107, 414, 1454, 429]
ambi-text-1: ತಿ.ನರಸೀಪುರ, ಡಿ.12(ಎಸ್‌ಕೆ)– ತಾಲೂಕಿನ ಬನ್ನೂರು ಪಟ್ಟಣದ ಸಂತೆ ಮಾಳದಲ್ಲಿ ಡಿ.14ರ ಶುಕ್ರವಾರ ಮಧ್ಯಾಹ್ನ 1 ಗಂಟೆಗೆ ದಿವಂಗತ ಚಿತ್ರನಟ ರೆಬಲ್ ಸ್ಟಾರ್ ಅಂಬರೀಶ್ ಅವರ ಸ್ಮರಣಾರ್ಥ ‘ಅಂಬಿ–ಅಮರ ನೆನಪು’ ಕಾರ್ಯಕ್ರಮ ಹಮ್ಮಿಕೊಳ್ಳಲಾಗಿದೆ. — [544, 1308, 717, 1376]
theatre-cell: (2443584) — [1181, 370, 1229, 381]
tiger-festival-headline: ಶ್ರೀ ಆದಿಮಹದೇಶ್ವರಸ್ವಾಮಿ ಹುಲಿ ವಾಹನೋತ್ಸವ — [202, 813, 500, 835]
theatre-cell — [1397, 534, 1454, 549]
pharma-text — [172, 1389, 530, 1785]
theatre-cell: 4 ಪ್ರದರ್ಶನ — [1399, 505, 1434, 517]
theatre-cell: (2443568) — [1181, 356, 1229, 367]
pvr-logo-text: PVR — [1113, 1103, 1165, 1129]
theatre-cell: (2541451) — [1181, 491, 1229, 502]
theatre-cell: ಮಹದೇಶ್ವರ — [1109, 610, 1143, 621]
procession-illustration — [291, 844, 530, 1083]
theatre-cell: (9980138229) — [1181, 535, 1245, 546]
theatre-cell: (2423554) — [1181, 460, 1229, 471]
jatra-photo-box — [481, 1855, 922, 2124]
entertainment-banner — [1102, 200, 1459, 259]
theatre-cell: ಸುಬ್ರಹ್ಮಣ್ಯಪುರ (ಕ) — [1280, 460, 1335, 471]
theatre-cell: (2520490) — [1181, 520, 1229, 531]
theatre-cell: 3 ಪ್ರದರ್ಶನ — [1399, 416, 1434, 427]
theatre-cell: 4 ಪ್ರದರ್ಶನ — [1399, 341, 1434, 351]
inox-screen-row: ಸ್ಕ್ರೀನ್ 3 ಅರಿಂಜ್ (ಕ): ಬೆ.10.25ಕ್ಕೆ, ಸಂ.6.45ಕ್ಕೆ, ಶಿವರ್‌ಎಂಟ (ಮ): ಮ.1.20ಕ್ಕೆ, ಮಾರ್ಟಲ್ ಇಂಜಿನ್ (ಇಂ): ಸಂ.9.40ಕ್ಕೆ — [1108, 1004, 1453, 1035]
inox-phone: ದೂ : 2533444 / 2433456 — [1209, 924, 1380, 939]
theatre-cell: (2423569) — [1181, 445, 1229, 456]
theatre-cell: (2422871) — [1181, 595, 1229, 606]
theatre-row — [1107, 429, 1454, 443]
hockey-text: ಭುವನೇಶ್ವರ, ಡಿ.12– ಭಾರತ ಹಾಕಿ ತಂಡಕ್ಕೆ ಡಿ.13 ನಿರ್ಣಾಯಕ ದಿನ. ನಾಳಿನ ಪಂದ್ಯವನ್ನು ಗೆದ್ದರೆ 43 ವರ್ಷಗಳ ಬಳಿಕ ವಿಶ್ವಕಪ್ ಪ್ರಶಸ್ತಿ ಗೆಲ್ಲುವ ಕನಸಿಗೆ ಹತ್ತಿರವಾಗಲಿದೆ. ಕ್ವಾರ್ಟರ್ ಫೈನಲ್‌ನಲ್ಲಿ ನೆದರ್‌ಲೆಂಡ್ ತಂಡದ ಸವಾಲು ಎದುರಿಸಲಿದೆ. 1975ರಲ್ಲಿ ಭಾರತ ಏಕೈಕ ಬಾರಿ ವಿಶ್ವಕಪ್ ಗೆದ್ದಿದ್ದು, ತವರು ನೆಲದಲ್ಲಿ ಇತಿಹಾಸ ಮರುಕಳಿಸುವ ನಿರೀಕ್ಷೆ ಇದೆ. ನೆದರ್‌ಲೆಂಡ್ ಇದುವರೆಗೆ ಮೂರು ಬಾರಿ ವಿಶ್ವಕಪ್ ಗೆದ್ದಿದೆ. — [1102, 1401, 1276, 1511]
theatre-cell: 4 ಪ್ರದರ್ಶನ — [1399, 460, 1434, 471]
theatre-row — [1107, 593, 1454, 608]
page-number: 11 — [196, 157, 241, 194]
theatre-cell: ಪದ್ಮಾ — [1109, 430, 1125, 442]
drc-phone: ದೂ : 4240422/4241800 — [1200, 728, 1339, 741]
theatre-cell: ಸ್ಟರ್ಲಿಂಗ್ — [1109, 550, 1137, 561]
theatre-cell: ಬಾಲಾಜಿ ಡಿಲಕ್ಸ್ — [1109, 341, 1156, 351]
theatre-cell: ಶಾಂತಲಾ — [1109, 505, 1135, 517]
theatre-cell: 4 ಪ್ರದರ್ಶನ — [1399, 385, 1434, 396]
